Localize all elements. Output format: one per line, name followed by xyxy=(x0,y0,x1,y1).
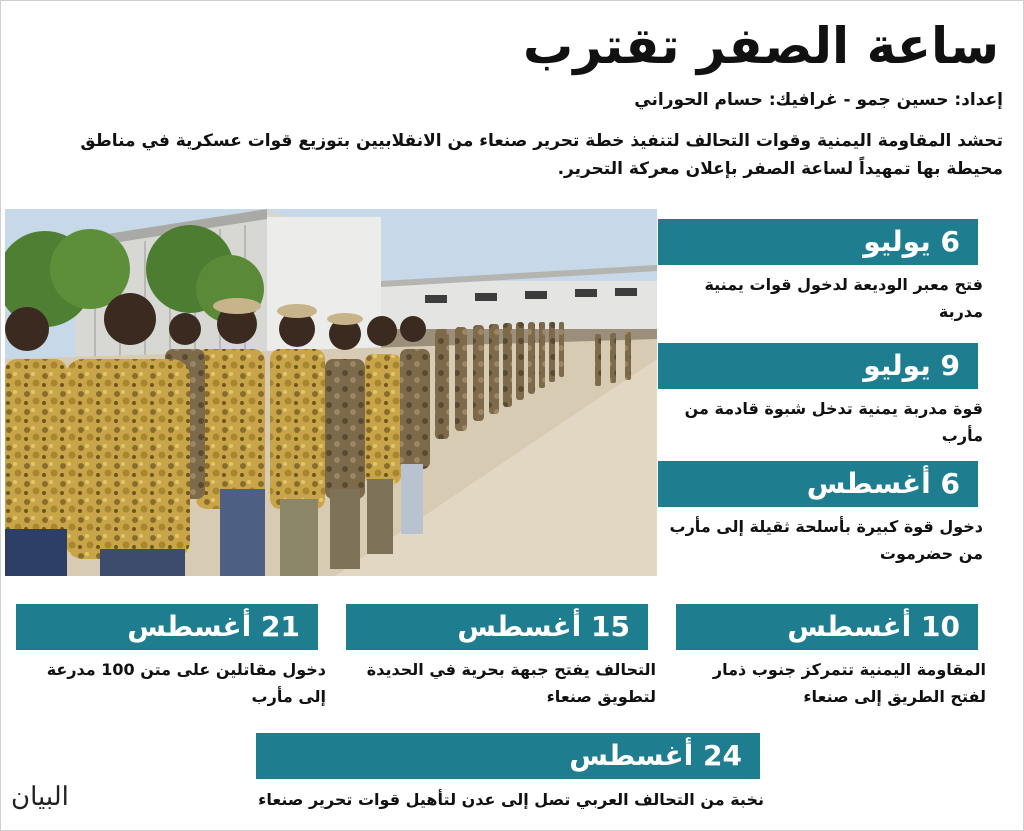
timeline-date-6: 21 أغسطس xyxy=(16,604,318,650)
timeline-date-5: 15 أغسطس xyxy=(346,604,648,650)
intro-paragraph: تحشد المقاومة اليمنية وقوات التحالف لتنفيذ خطة تحرير صنعاء من الانقلابيين بتوزيع قوات عسكرية في مناطق محيطة بها تمهيداً لساعة الصفر بإعلان معركة التحرير. xyxy=(80,131,1003,179)
timeline-text-4: المقاومة اليمنية تتمركز جنوب ذمار لفتح الطريق إلى صنعاء xyxy=(712,660,986,706)
page-title: ساعة الصفر تقترب xyxy=(522,17,999,75)
byline: إعداد: حسين جمو - غرافيك: حسام الحوراني xyxy=(634,90,1003,110)
timeline-date-2: 9 يوليو xyxy=(658,343,978,389)
timeline-text-6: دخول مقاتلين على متن 100 مدرعة إلى مأرب xyxy=(46,660,326,706)
timeline-date-3: 6 أغسطس xyxy=(658,461,978,507)
timeline-date-4: 10 أغسطس xyxy=(676,604,978,650)
soldiers-in-formation-photo xyxy=(5,209,657,576)
albayan-logo: البيان xyxy=(11,782,69,812)
timeline-date-7: 24 أغسطس xyxy=(256,733,760,779)
timeline-text-2: قوة مدربة يمنية تدخل شبوة قادمة من مأرب xyxy=(684,399,983,445)
timeline-text-7: نخبة من التحالف العربي تصل إلى عدن لتأهيل قوات تحرير صنعاء xyxy=(258,790,764,809)
timeline-text-3: دخول قوة كبيرة بأسلحة ثقيلة إلى مأرب من حضرموت xyxy=(669,517,983,563)
timeline-text-5: التحالف يفتح جبهة بحرية في الحديدة لتطويق صنعاء xyxy=(366,660,656,706)
timeline-date-1: 6 يوليو xyxy=(658,219,978,265)
timeline-text-1: فتح معبر الوديعة لدخول قوات يمنية مدربة xyxy=(704,275,983,321)
